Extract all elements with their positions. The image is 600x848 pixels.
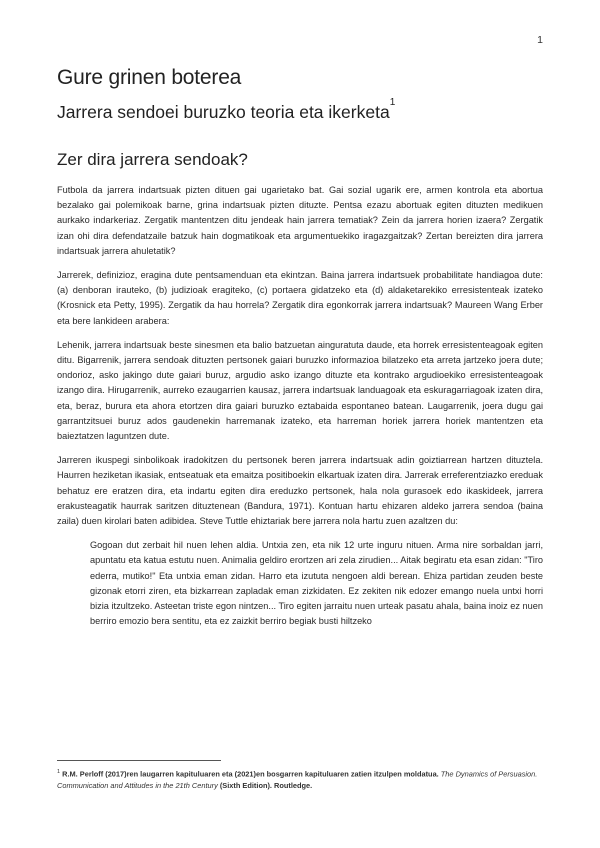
document-body xyxy=(57,66,543,629)
page-number: 1 xyxy=(537,34,543,46)
footnote-divider xyxy=(57,760,221,761)
footnote-source: R.M. Perloff (2017)ren laugarren kapituluaren eta (2021)en bosgarren kapituluaren zatien itzulpen moldatua. xyxy=(62,769,439,779)
footnote-book-title: The Dynamics of Persuasion. Communication and Attitudes in the 21th Century xyxy=(57,769,538,791)
footnote-edition: (Sixth Edition). Routledge. xyxy=(219,781,313,791)
document-subtitle xyxy=(57,97,543,123)
section-heading: Zer dira jarrera sendoak? xyxy=(57,150,248,169)
footnote-mark: 1 xyxy=(57,769,61,775)
paragraph-4: Jarreren ikuspegi sinbolikoak iradokitzen du pertsonek beren jarrera indartsuak adin goiztiarrean hartzen dituztela. Haurren heziketan ikasiak, entseatuak eta emaitza positiboekin elkartuak izaten dira. Jarrerak erreferentziazko ereduak behatuz ere eratzen dira, eta indartu egiten dira ereduzko pertsonek, hala nola gurasoek edo ikaskideek, jarrera erakusteagatik haurrak saritzen dituztenean (Bandura, 1971). Kontuan hartu ehizaren aldeko jarrera sendoa (baina zaila) duen kirolari baten adibidea. Steve Tuttle ehiztariak bere jarrera nola hartu zuen azaltzen du: xyxy=(57,455,543,527)
paragraph-3: Lehenik, jarrera indartsuak beste sinesmen eta balio batzuetan ainguratuta daude, eta horrek erresistenteagoak egiten ditu. Bigarrenik, jarrera sendoak dituzten pertsonek gaiari buruzko informazioa bilatzeko eta arreta jartzeko joera dute; ondorioz, asko jakingo dute gaiari buruz, argudio asko izango dituzte eta kontrako argudioekiko erresistenteagoak izango dira. Hirugarrenik, aurreko ezaugarrien kausaz, jarrera indartsuak landuagoak eta eskuragarriagoak izaten dira, eta, beraz, burura eta ahora etortzen dira gaiari buruzko eztabaida espontaneo batean. Laugarrenik, joera dugu gai garrantzitsuei buruz ados gaudenekin harremanak izateko, eta harreman horiek jarrera horiek mantentzen eta baieztatzen laguntzen dute. xyxy=(57,339,543,442)
document-title: Gure grinen boterea xyxy=(57,66,242,89)
paragraph-2: Jarrerek, definizioz, eragina dute pentsamenduan eta ekintzan. Baina jarrera indartsuek probabilitate handiagoa dute: (a) denboran irauteko, (b) judizioak eragiteko, (c) portaera gidatzeko eta (d) aldaketarekiko erresistenteak izateko (Krosnick eta Petty, 1995). Zergatik da hau horrela? Zergatik dira egonkorrak jarrera indartsuak? Maureen Wang Erber eta bere lankideen arabera: xyxy=(57,270,543,326)
footnote-reference[interactable]: 1 xyxy=(389,97,396,108)
footnote xyxy=(57,766,543,792)
block-quote: Gogoan dut zerbait hil nuen lehen aldia. Untxia zen, eta nik 12 urte inguru nituen. Arma nire sorbaldan jarri, apuntatu eta katua estutu nuen. Animalia geldiro erortzen ari zela zirudien... Aitak begiratu eta esan zidan: "Tiro ederra, mutiko!" Eta untxia eman zidan. Harro eta izututa nengoen aldi berean. Ehiza partidan zeuden beste gizonak etorri ziren, eta bizkarrean zapladak eman zizkidaten. Ez zekiten nik edozer emango nuela untxi horri bizia itzultzeko. Asteetan triste egon nintzen... Tiro egiten jarraitu nuen urteak pasatu ahala, baina inoiz ez nuen berriro emozio bera sentitu, eta ez zaizkit berriro begiak busti hiltzeko xyxy=(90,540,543,627)
paragraph-1: Futbola da jarrera indartsuak pizten dituen gai ugarietako bat. Gai sozial ugarik ere, armen kontrola eta abortua bezalako gai polemikoak barne, grina indartsuak pizten dituzte. Pentsa ezazu abortuak egiten dituzten medikuen aurkako indarkeriaz. Zergatik mantentzen ditu jendeak hain jarrera tematiak? Zein da jarrera horien izaera? Zergatik izan ohi dira defendatzaile batzuk hain dogmatikoak eta argumentuekiko iragazgaitzak? Zertan bereizten dira jarrera indartsuak jarrera ahuletatik? xyxy=(57,185,543,256)
subtitle-text: Jarrera sendoei buruzko teoria eta ikerketa xyxy=(57,102,390,122)
